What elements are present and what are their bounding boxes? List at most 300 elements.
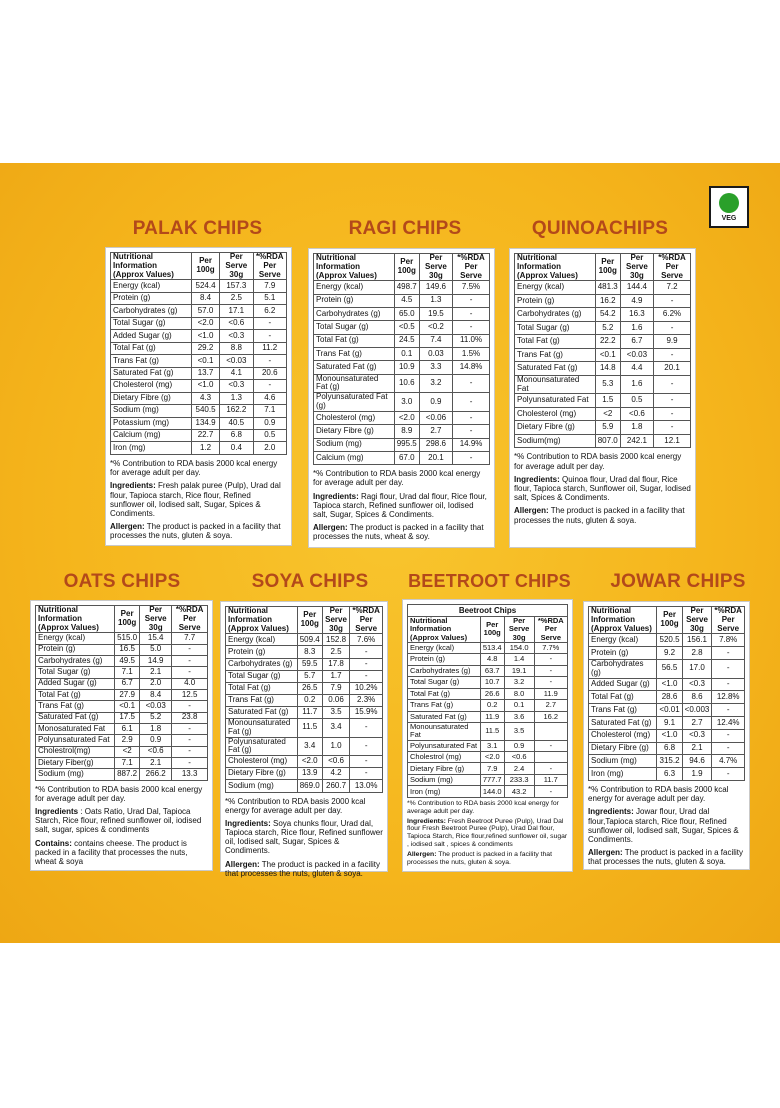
column-header: Per 100g: [191, 253, 219, 280]
table-cell: 7.8%: [712, 634, 745, 647]
table-cell: 14.9: [140, 656, 172, 667]
table-cell: Added Sugar (g): [589, 678, 657, 691]
table-row: [408, 786, 568, 797]
table-cell: Polyunsaturated Fat: [36, 735, 115, 746]
table-cell: -: [453, 321, 490, 334]
table-cell: 777.7: [480, 774, 504, 785]
table-cell: <0.3: [682, 678, 712, 691]
table-cell: 20.1: [654, 362, 691, 376]
table-cell: -: [253, 317, 286, 329]
table-cell: 242.1: [620, 434, 653, 448]
table-row: [36, 758, 208, 769]
table-cell: Added Sugar (g): [111, 330, 192, 342]
table-cell: Sodium (mg): [589, 755, 657, 768]
table-row: [111, 330, 287, 342]
allergen: [514, 506, 691, 524]
table-cell: 515.0: [115, 633, 140, 644]
table-cell: 15.4: [140, 633, 172, 644]
ingredients: [407, 818, 568, 849]
table-cell: 19.1: [504, 665, 534, 676]
table-cell: 19.5: [419, 308, 452, 321]
table-cell: 2.8: [682, 647, 712, 660]
rda-note: *% Contribution to RDA basis 2000 kcal energy for average adult per day.: [313, 469, 481, 488]
table-row: [314, 294, 490, 307]
table-cell: 40.5: [220, 417, 253, 429]
table-cell: Polyunsaturated Fat: [515, 394, 596, 408]
table-row: [111, 317, 287, 329]
allergen-text: The product is packed in a facility that processes the nuts, gluten & soya.: [514, 506, 685, 525]
table-cell: 29.2: [191, 342, 219, 354]
column-header: *%RDA Per Serve: [350, 607, 383, 634]
table-cell: Total Fat (g): [111, 342, 192, 354]
column-header: Nutritional Information (Approx Values): [36, 606, 115, 633]
table-row: [589, 704, 745, 717]
table-cell: 6.2: [253, 305, 286, 317]
table-cell: 0.2: [297, 694, 322, 706]
table-cell: Protein (g): [314, 294, 395, 307]
table-cell: Carbohydrates (g): [36, 656, 115, 667]
column-header: Nutritional Information (Approx Values): [314, 254, 395, 281]
table-cell: -: [453, 425, 490, 438]
product-title: JOWAR CHIPS: [610, 571, 746, 592]
table-cell: 22.2: [595, 335, 620, 349]
table-row: [36, 701, 208, 712]
table-cell: 1.6: [620, 321, 653, 335]
table-cell: <0.003: [682, 704, 712, 717]
table-cell: 157.3: [220, 280, 253, 292]
table-row: [111, 292, 287, 304]
allergen-label: Allergen:: [514, 506, 549, 516]
table-cell: -: [712, 647, 745, 660]
table-cell: <0.6: [140, 746, 172, 757]
table-cell: -: [654, 407, 691, 421]
column-header: Per Serve 30g: [140, 606, 172, 633]
table-cell: Monounsaturated Fat: [515, 375, 596, 394]
table-cell: -: [172, 735, 208, 746]
table-row: [408, 665, 568, 676]
allergen-text: contains cheese. The product is packed in a facility that processes the nuts, wheat & soya: [35, 838, 188, 866]
table-cell: 233.3: [504, 774, 534, 785]
table-cell: 1.3: [419, 294, 452, 307]
table-cell: 162.2: [220, 405, 253, 417]
table-cell: 14.8: [595, 362, 620, 376]
table-cell: 11.5: [480, 723, 504, 741]
table-cell: Total Fat (g): [226, 682, 298, 694]
ingredients: [588, 807, 745, 844]
table-cell: 22.7: [191, 430, 219, 442]
ingredients-text: Jowar flour, Urad dal flour,Tapioca starch, Rice flour, Refined sunflower oil, Iodised salt, Sugar, Spices & Condiments.: [588, 807, 739, 845]
table-row: [36, 644, 208, 655]
table-row: [408, 723, 568, 741]
table-cell: 481.3: [595, 281, 620, 295]
table-cell: <0.1: [595, 348, 620, 362]
column-header: Per Serve 30g: [419, 254, 452, 281]
table-cell: 2.0: [140, 678, 172, 689]
allergen-text: The product is packed in a facility that processes the nuts, gluten & soya.: [407, 850, 552, 866]
table-cell: -: [534, 763, 567, 774]
table-cell: -: [712, 768, 745, 781]
table-cell: 28.6: [657, 691, 682, 704]
table-cell: 57.0: [191, 305, 219, 317]
allergen: [313, 523, 490, 541]
table-cell: Dietary Fibre (g): [226, 768, 298, 780]
nutrition-panel: [583, 601, 750, 870]
table-cell: Iron (mg): [589, 768, 657, 781]
table-cell: 0.1: [394, 348, 419, 361]
table-cell: -: [654, 394, 691, 408]
allergen-text: The product is packed in a facility that processes the nuts, gluten & soya.: [588, 848, 744, 867]
table-cell: 13.9: [297, 768, 322, 780]
table-header-row: [314, 254, 490, 281]
table-row: [111, 280, 287, 292]
table-cell: -: [453, 374, 490, 393]
table-cell: 1.0: [322, 737, 350, 756]
table-cell: 9.9: [654, 335, 691, 349]
table-cell: Monounsaturated Fat (g): [226, 719, 298, 738]
table-cell: 3.5: [322, 706, 350, 718]
table-cell: Saturated Fat (g): [226, 706, 298, 718]
table-cell: 7.7: [172, 633, 208, 644]
table-cell: 12.5: [172, 690, 208, 701]
table-cell: -: [172, 656, 208, 667]
ingredients: [35, 807, 208, 835]
table-cell: 4.3: [191, 392, 219, 404]
table-cell: Sodium (mg): [226, 780, 298, 792]
table-cell: Protein (g): [111, 292, 192, 304]
table-cell: -: [453, 451, 490, 464]
table-cell: 8.9: [394, 425, 419, 438]
table-cell: 509.4: [297, 634, 322, 646]
table-row: [515, 321, 691, 335]
table-cell: Total Fat (g): [408, 688, 481, 699]
table-cell: 49.5: [115, 656, 140, 667]
table-cell: Cholesterol (mg): [314, 411, 395, 424]
table-cell: Total Sugar (g): [314, 321, 395, 334]
table-row: [314, 451, 490, 464]
table-cell: 3.3: [419, 361, 452, 374]
table-cell: 11.2: [253, 342, 286, 354]
ingredients: [225, 819, 383, 856]
table-row: [515, 348, 691, 362]
ingredients: [110, 481, 287, 518]
table-row: [111, 392, 287, 404]
table-row: [226, 670, 383, 682]
ingredients-label: Ingredients:: [407, 817, 446, 825]
table-cell: -: [654, 321, 691, 335]
table-header-row: [408, 617, 568, 643]
table-cell: -: [654, 421, 691, 435]
table-row: [314, 425, 490, 438]
table-cell: <0.03: [140, 701, 172, 712]
table-cell: 11.5: [297, 719, 322, 738]
table-cell: 4.8: [480, 654, 504, 665]
table-cell: 2.7: [419, 425, 452, 438]
table-row: [589, 634, 745, 647]
column-header: Nutritional Information (Approx Values): [226, 607, 298, 634]
table-row: [589, 755, 745, 768]
table-row: [515, 362, 691, 376]
table-row: [111, 430, 287, 442]
table-cell: 54.2: [595, 308, 620, 322]
table-cell: Carbohydrates (g): [515, 308, 596, 322]
table-cell: 1.9: [682, 768, 712, 781]
veg-icon: [709, 186, 749, 228]
table-cell: -: [534, 665, 567, 676]
allergen-label: Contains:: [35, 838, 72, 848]
table-cell: <1.0: [191, 380, 219, 392]
table-caption: Beetroot Chips: [407, 604, 568, 616]
table-row: [111, 305, 287, 317]
table-cell: -: [654, 375, 691, 394]
table-row: [589, 768, 745, 781]
table-cell: 9.1: [657, 717, 682, 730]
table-cell: 807.0: [595, 434, 620, 448]
nutrition-panel: [308, 248, 495, 548]
table-cell: 7.1: [115, 667, 140, 678]
ingredients-label: Ingredients:: [514, 474, 560, 484]
table-cell: 7.9: [322, 682, 350, 694]
table-cell: 0.1: [504, 700, 534, 711]
allergen-label: Allergen:: [225, 859, 260, 869]
table-row: [36, 656, 208, 667]
table-cell: 20.1: [419, 451, 452, 464]
column-header: *%RDA Per Serve: [712, 607, 745, 634]
table-row: [226, 719, 383, 738]
table-row: [36, 735, 208, 746]
column-header: Per 100g: [115, 606, 140, 633]
table-row: [36, 667, 208, 678]
table-cell: 2.4: [504, 763, 534, 774]
table-cell: 16.2: [534, 711, 567, 722]
table-row: [408, 642, 568, 653]
table-cell: Cholestrol(mg): [36, 746, 115, 757]
table-cell: <0.03: [220, 355, 253, 367]
table-cell: 1.4: [504, 654, 534, 665]
ingredients: [313, 492, 490, 520]
table-cell: 1.3: [220, 392, 253, 404]
column-header: Per Serve 30g: [220, 253, 253, 280]
table-row: [408, 740, 568, 751]
table-cell: 0.5: [620, 394, 653, 408]
table-cell: 134.9: [191, 417, 219, 429]
ingredients-label: Ingredients:: [313, 491, 359, 501]
table-cell: <1.0: [657, 678, 682, 691]
table-cell: <1.0: [657, 729, 682, 742]
table-row: [314, 438, 490, 451]
table-cell: 149.6: [419, 281, 452, 294]
table-cell: 13.7: [191, 367, 219, 379]
table-cell: [534, 752, 567, 763]
table-row: [314, 348, 490, 361]
table-cell: Total Sugar (g): [408, 677, 481, 688]
table-cell: 6.1: [115, 724, 140, 735]
allergen: [407, 851, 568, 867]
column-header: Per Serve 30g: [504, 617, 534, 643]
table-row: [314, 361, 490, 374]
table-cell: [534, 723, 567, 741]
table-row: [515, 407, 691, 421]
table-cell: Energy (kcal): [314, 281, 395, 294]
table-row: [111, 367, 287, 379]
table-cell: Carbohydrates (g): [226, 658, 298, 670]
nutrition-panel: [105, 247, 292, 546]
table-cell: Protein (g): [36, 644, 115, 655]
nutrition-table: [407, 604, 568, 798]
table-cell: 13.0%: [350, 780, 383, 792]
table-cell: 298.6: [419, 438, 452, 451]
table-cell: 3.4: [297, 737, 322, 756]
table-cell: Sodium (mg): [111, 405, 192, 417]
table-cell: 2.7: [682, 717, 712, 730]
table-row: [111, 417, 287, 429]
table-cell: Cholesterol (mg): [111, 380, 192, 392]
table-cell: 7.1: [253, 405, 286, 417]
table-cell: 2.3%: [350, 694, 383, 706]
table-header-row: [111, 253, 287, 280]
table-cell: 144.4: [620, 281, 653, 295]
table-cell: 540.5: [191, 405, 219, 417]
ingredients-label: Ingredients:: [110, 481, 156, 491]
table-cell: 2.1: [682, 742, 712, 755]
table-cell: 7.9: [480, 763, 504, 774]
table-cell: Trans Fat (g): [408, 700, 481, 711]
table-row: [408, 688, 568, 699]
table-cell: 8.4: [191, 292, 219, 304]
table-cell: 1.6: [620, 375, 653, 394]
table-cell: -: [350, 756, 383, 768]
rda-note: *% Contribution to RDA basis 2000 kcal energy for average adult per day.: [225, 796, 366, 815]
nutrition-panel: [220, 601, 388, 878]
table-row: [589, 729, 745, 742]
table-cell: 24.5: [394, 334, 419, 347]
table-row: [589, 647, 745, 660]
product-title: QUINOACHIPS: [531, 218, 669, 239]
table-cell: 6.8: [657, 742, 682, 755]
table-cell: <0.3: [682, 729, 712, 742]
table-cell: 5.2: [140, 712, 172, 723]
table-cell: <2.0: [480, 752, 504, 763]
table-cell: 7.1: [115, 758, 140, 769]
table-cell: 5.9: [595, 421, 620, 435]
table-cell: <1.0: [191, 330, 219, 342]
table-cell: -: [172, 701, 208, 712]
table-cell: <0.6: [620, 407, 653, 421]
table-cell: 15.9%: [350, 706, 383, 718]
table-row: [408, 763, 568, 774]
table-cell: 7.4: [419, 334, 452, 347]
table-row: [314, 411, 490, 424]
ingredients-text: Fresh palak puree (Pulp), Urad dal flour, Tapioca starch, Rice flour, Refined sunflower oil, Iodised salt, Sugar, Spices & Condiments.: [110, 481, 281, 518]
table-cell: 3.0: [394, 393, 419, 412]
rda-note: *% Contribution to RDA basis 2000 kcal energy for average adult per day.: [407, 799, 559, 815]
table-cell: -: [654, 348, 691, 362]
table-cell: Carbohydrates (g): [111, 305, 192, 317]
table-cell: 14.8%: [453, 361, 490, 374]
table-cell: Saturated Fat (g): [111, 367, 192, 379]
table-cell: 2.1: [140, 758, 172, 769]
table-cell: Sodium (mg): [314, 438, 395, 451]
table-row: [111, 405, 287, 417]
table-cell: -: [712, 704, 745, 717]
table-cell: 520.5: [657, 634, 682, 647]
table-cell: Cholesterol (mg): [226, 756, 298, 768]
table-cell: 10.7: [480, 677, 504, 688]
table-cell: Saturated Fat (g): [515, 362, 596, 376]
allergen: [588, 848, 745, 866]
table-cell: 4.6: [253, 392, 286, 404]
table-cell: Potassium (mg): [111, 417, 192, 429]
table-cell: -: [172, 758, 208, 769]
table-cell: -: [253, 330, 286, 342]
product-title: SOYA CHIPS: [251, 571, 369, 592]
table-cell: Total Sugar (g): [226, 670, 298, 682]
table-row: [515, 308, 691, 322]
table-cell: Total Sugar (g): [111, 317, 192, 329]
column-header: *%RDA Per Serve: [534, 617, 567, 643]
nutrition-table: [514, 253, 691, 448]
column-header: Per 100g: [595, 254, 620, 281]
table-row: [36, 678, 208, 689]
table-cell: 4.2: [322, 768, 350, 780]
ingredients-label: Ingredients:: [588, 807, 634, 817]
table-cell: Total Fat (g): [515, 335, 596, 349]
table-cell: 3.2: [419, 374, 452, 393]
table-row: [515, 281, 691, 295]
table-cell: 3.5: [504, 723, 534, 741]
table-cell: 16.5: [115, 644, 140, 655]
table-cell: 12.1: [654, 434, 691, 448]
table-cell: Trans Fat (g): [515, 348, 596, 362]
table-row: [226, 634, 383, 646]
table-cell: Carbohydrates (g): [408, 665, 481, 676]
allergen-text: The product is packed in a facility that processes the nuts, wheat & soy.: [313, 523, 484, 542]
table-cell: 11.9: [534, 688, 567, 699]
table-cell: <0.6: [504, 752, 534, 763]
product-title: OATS CHIPS: [63, 571, 181, 592]
table-cell: 6.7: [115, 678, 140, 689]
table-row: [589, 742, 745, 755]
table-cell: Dietary Fibre (g): [314, 425, 395, 438]
table-cell: Cholesterol (mg): [515, 407, 596, 421]
table-cell: 59.5: [297, 658, 322, 670]
table-row: [314, 308, 490, 321]
table-cell: Total Sugar (g): [515, 321, 596, 335]
allergen-label: Allergen:: [407, 850, 437, 858]
table-cell: 5.1: [253, 292, 286, 304]
table-cell: Dietary Fibre (g): [515, 421, 596, 435]
ingredients-text: Quinoa flour, Urad dal flour, Rice flour, Tapioca starch, Sunflower oil, Sugar, Iodised salt, Spices & Condiments.: [514, 474, 691, 503]
table-row: [589, 717, 745, 730]
table-cell: 4.5: [394, 294, 419, 307]
table-cell: Energy (kcal): [515, 281, 596, 295]
table-row: [515, 294, 691, 308]
table-cell: 27.9: [115, 690, 140, 701]
table-cell: 154.0: [504, 642, 534, 653]
veg-label: VEG: [721, 215, 737, 222]
table-row: [408, 711, 568, 722]
table-cell: 1.5%: [453, 348, 490, 361]
table-cell: 0.9: [253, 417, 286, 429]
table-cell: 2.0: [253, 442, 286, 454]
table-cell: <0.06: [419, 411, 452, 424]
table-row: [226, 756, 383, 768]
column-header: Per Serve 30g: [682, 607, 712, 634]
table-row: [314, 281, 490, 294]
column-header: Nutritional Information (Approx Values): [111, 253, 192, 280]
table-cell: <0.1: [115, 701, 140, 712]
table-row: [408, 677, 568, 688]
table-cell: <2.0: [191, 317, 219, 329]
